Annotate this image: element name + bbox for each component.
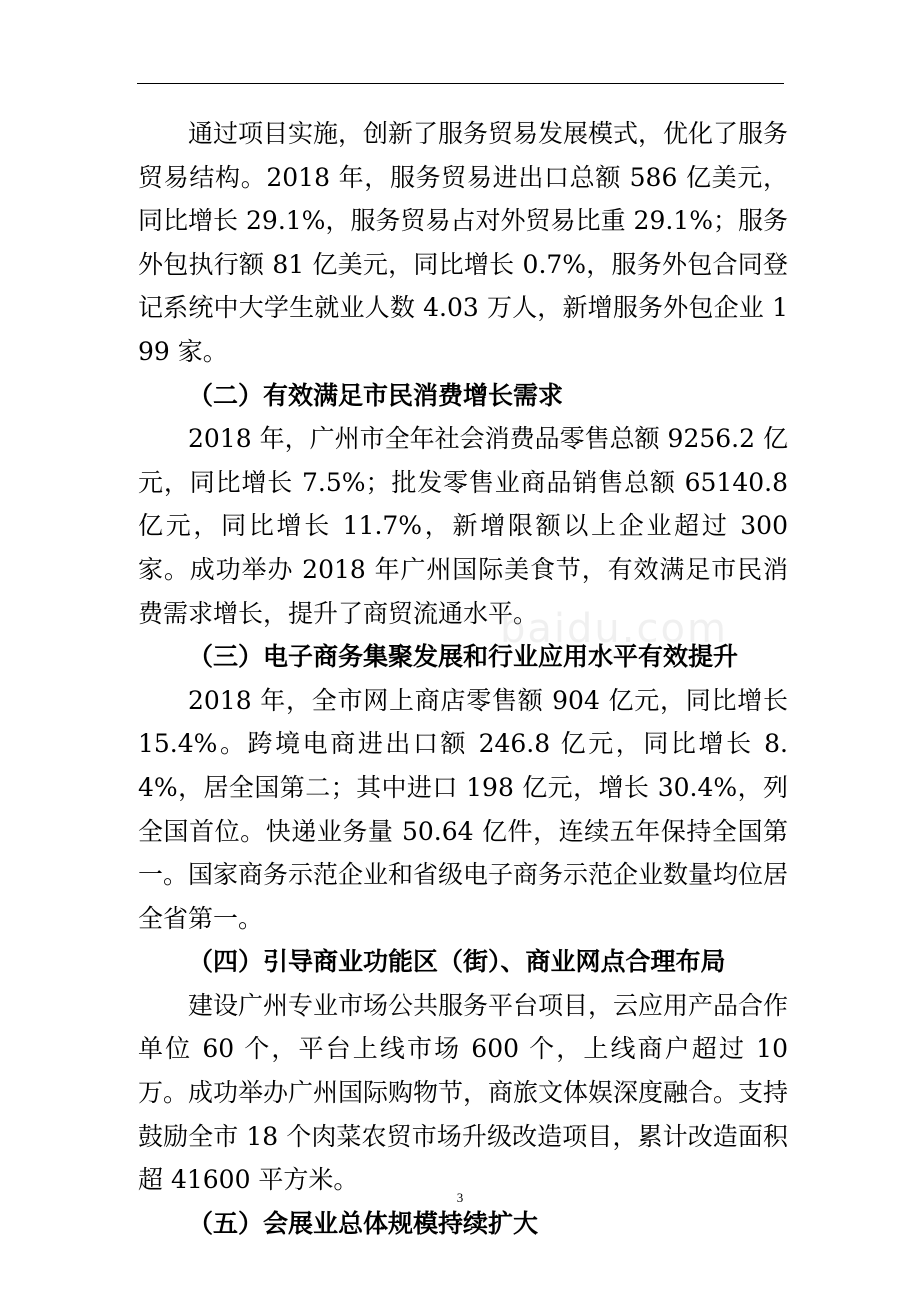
paragraph-service-trade: 通过项目实施，创新了服务贸易发展模式，优化了服务贸易结构。2018 年，服务贸易进出口总额 586 亿美元，同比增长 29.1%，服务贸易占对外贸易比重 29.1%；服务外包执行额 81 亿美元，同比增长 0.7%，服务外包合同登记系统中大学生就业人数 4.03 万人，新增服务外包企业 199 家。 <box>138 119 789 366</box>
document-body <box>138 112 788 1245</box>
section-heading-4: （四）引导商业功能区（街）、商业网点合理布局 <box>188 947 726 977</box>
header-rule <box>137 83 784 84</box>
paragraph-commercial-layout: 建设广州专业市场公共服务平台项目，云应用产品合作单位 60 个，平台上线市场 600 个，上线商户超过 10 万。成功举办广州国际购物节，商旅文体娱深度融合。支持鼓励全市 18 个肉菜农贸市场升级改造项目，累计改造面积超 41600 平方米。 <box>138 990 789 1195</box>
page-number: 3 <box>456 1190 464 1205</box>
watermark: baidu.com <box>500 606 728 652</box>
paragraph-consumption: 2018 年，广州市全年社会消费品零售总额 9256.2 亿元，同比增长 7.5%；批发零售业商品销售总额 65140.8 亿元，同比增长 11.7%，新增限额以上企业超过 300 家。成功举办 2018 年广州国际美食节，有效满足市民消费需求增长，提升了商贸流通水平。 <box>138 424 788 628</box>
section-heading-5: （五）会展业总体规模持续扩大 <box>188 1208 539 1238</box>
section-heading-2: （二）有效满足市民消费增长需求 <box>188 380 564 410</box>
paragraph-ecommerce: 2018 年，全市网上商店零售额 904 亿元，同比增长 15.4%。跨境电商进出口额 246.8 亿元，同比增长 8.4%，居全国第二；其中进口 198 亿元，增长 30.4%，列全国首位。快递业务量 50.64 亿件，连续五年保持全国第一。国家商务示范企业和省级电子商务示范企业数量均位居全省第一。 <box>138 685 789 933</box>
section-heading-3: （三）电子商务集聚发展和行业应用水平有效提升 <box>188 642 739 672</box>
